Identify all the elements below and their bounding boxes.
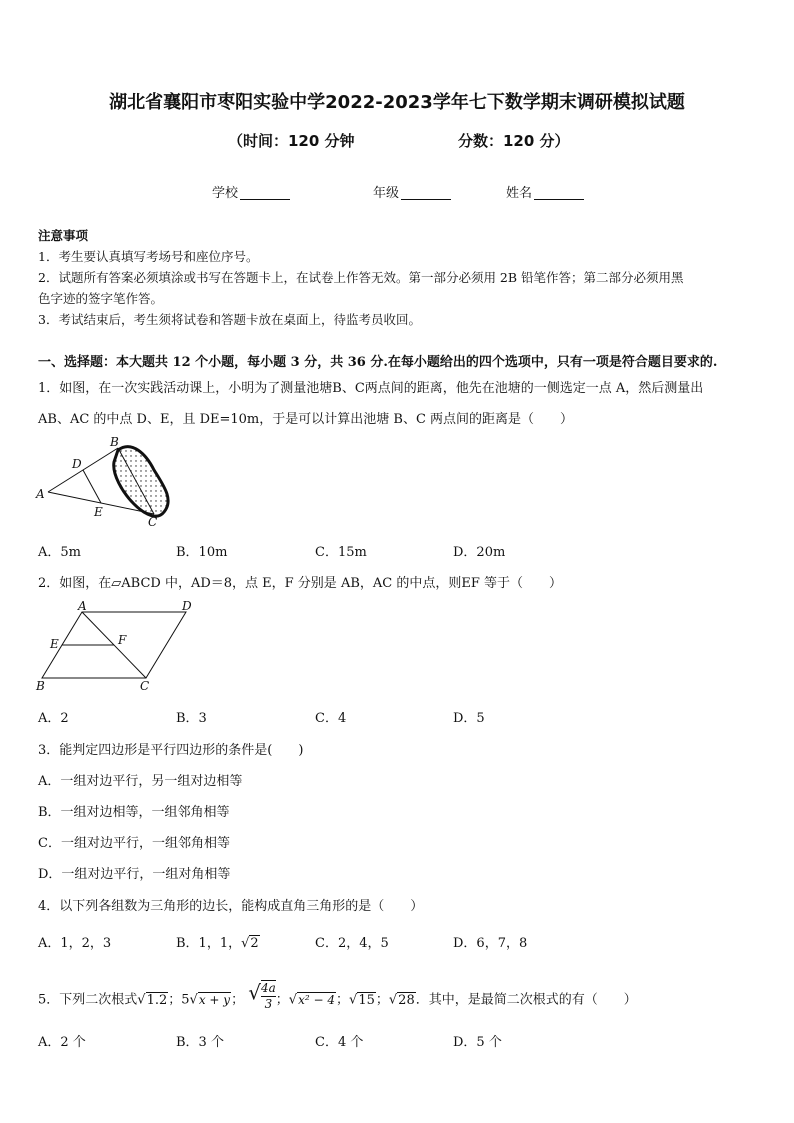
grade-field[interactable]: 年级 (373, 182, 451, 201)
section-heading: 一、选择题：本大题共 12 个小题，每小题 3 分，共 36 分.在每小题给出的四个选项中，只有一项是符合题目要求的. (38, 355, 718, 370)
q3-option-c[interactable]: C．一组对边平行，一组邻角相等 (38, 836, 230, 851)
name-field[interactable]: 姓名 (506, 182, 584, 201)
radicand: 2 (250, 936, 259, 951)
label-a: A (36, 487, 45, 501)
q5-option-a[interactable]: A．2 个 (38, 1035, 86, 1050)
school-field[interactable]: 学校 (212, 182, 290, 201)
q4-option-b[interactable] (176, 932, 260, 951)
q3-option-a[interactable]: A．一组对边平行，另一组对边相等 (38, 774, 243, 789)
fraction-numerator: 4a (260, 981, 276, 995)
note-item: 1．考生要认真填写考场号和座位序号。 (38, 249, 259, 264)
q2-option-c[interactable]: C．4 (315, 711, 347, 726)
q1-figure (34, 434, 184, 530)
q1-option-d[interactable]: D．20m (453, 545, 506, 560)
q3-option-b[interactable]: B．一组对边相等，一组邻角相等 (38, 805, 230, 820)
segment-de (83, 470, 101, 503)
q2-option-a[interactable]: A．2 (38, 711, 69, 726)
exam-title: 湖北省襄阳市枣阳实验中学2022-2023学年七下数学期末调研模拟试题 (109, 92, 685, 113)
radicand: 15 (358, 992, 375, 1008)
sqrt-symbol: √ (241, 936, 250, 951)
label-c: C (140, 679, 150, 693)
q4-option-a[interactable]: A．1，2，3 (38, 936, 112, 951)
exam-score: 分数：120 分） (458, 132, 570, 150)
q5-text: 5．下列二次根式√1.2；5√x + y； √ $\frac{4a}{3}$ ；√x² − 4；√15；√28．其中，是最简二次根式的有（ ） (38, 980, 637, 1011)
note-item: 色字迹的签字笔作答。 (38, 291, 164, 306)
radicand: 1.2 (146, 992, 168, 1008)
radicand: 28 (398, 992, 415, 1008)
q4-option-d[interactable]: D．6，7，8 (453, 936, 528, 951)
label-e: E (94, 505, 103, 519)
label-d: D (182, 600, 192, 613)
sqrt-symbol: √ (137, 992, 146, 1008)
q2-figure (34, 600, 204, 696)
pond-shape (114, 447, 168, 517)
q5-option-d[interactable]: D．5 个 (453, 1035, 502, 1050)
sqrt-symbol: √ (388, 992, 398, 1008)
radicand: x + y (198, 992, 231, 1007)
note-item: 2．试题所有答案必须填涂或书写在答题卡上，在试卷上作答无效。第一部分必须用 2B 铅笔作答；第二部分必须用黑 (38, 270, 684, 285)
label-c: C (148, 515, 158, 529)
label-b: B (110, 435, 119, 449)
q5-option-b[interactable]: B．3 个 (176, 1035, 224, 1050)
label-a: A (78, 600, 87, 613)
label-d: D (72, 457, 82, 471)
q4-option-c[interactable]: C．2，4，5 (315, 936, 389, 951)
notes-block (38, 225, 684, 330)
sqrt-symbol: √ (189, 992, 198, 1008)
q1-text-line2: AB、AC 的中点 D、E，且 DE=10m，于是可以计算出池塘 B、C 两点间的距离是（ ） (38, 412, 574, 427)
sqrt-symbol: √ (349, 992, 358, 1008)
label-f: F (118, 633, 127, 647)
fraction-denominator: 3 (264, 997, 273, 1011)
q1-option-b[interactable]: B．10m (176, 545, 228, 560)
q2-option-d[interactable]: D．5 (453, 711, 485, 726)
q4-text: 4．以下列各组数为三角形的边长，能构成直角三角形的是（ ） (38, 899, 424, 914)
radicand: x² − 4 (298, 992, 335, 1007)
q3-text: 3．能判定四边形是平行四边形的条件是( ) (38, 743, 304, 758)
q5-option-c[interactable]: C．4 个 (315, 1035, 364, 1050)
sqrt-symbol: √ (288, 992, 298, 1008)
note-item: 3．考试结束后，考生须将试卷和答题卡放在桌面上，待监考员收回。 (38, 312, 421, 327)
exam-time: （时间：120 分钟 (228, 132, 355, 150)
notes-heading: 注意事项 (38, 228, 89, 243)
q2-option-b[interactable]: B．3 (176, 711, 207, 726)
sqrt-symbol: √ (248, 980, 261, 1005)
q4-option-b-label: B．1，1， (176, 936, 242, 951)
q1-option-a[interactable]: A．5m (38, 545, 81, 560)
q1-text-line1: 1．如图，在一次实践活动课上，小明为了测量池塘B、C两点间的距离，他先在池塘的一侧选定一点 A，然后测量出 (38, 381, 704, 396)
q1-option-c[interactable]: C．15m (315, 545, 367, 560)
q2-text: 2．如图，在▱ABCD 中，AD＝8，点 E，F 分别是 AB，AC 的中点，则EF 等于（ ） (38, 576, 562, 591)
sqrt-fraction (248, 980, 276, 1012)
label-b: B (36, 679, 45, 693)
label-e: E (50, 637, 59, 651)
q3-option-d[interactable]: D．一组对边平行，一组对角相等 (38, 867, 231, 882)
